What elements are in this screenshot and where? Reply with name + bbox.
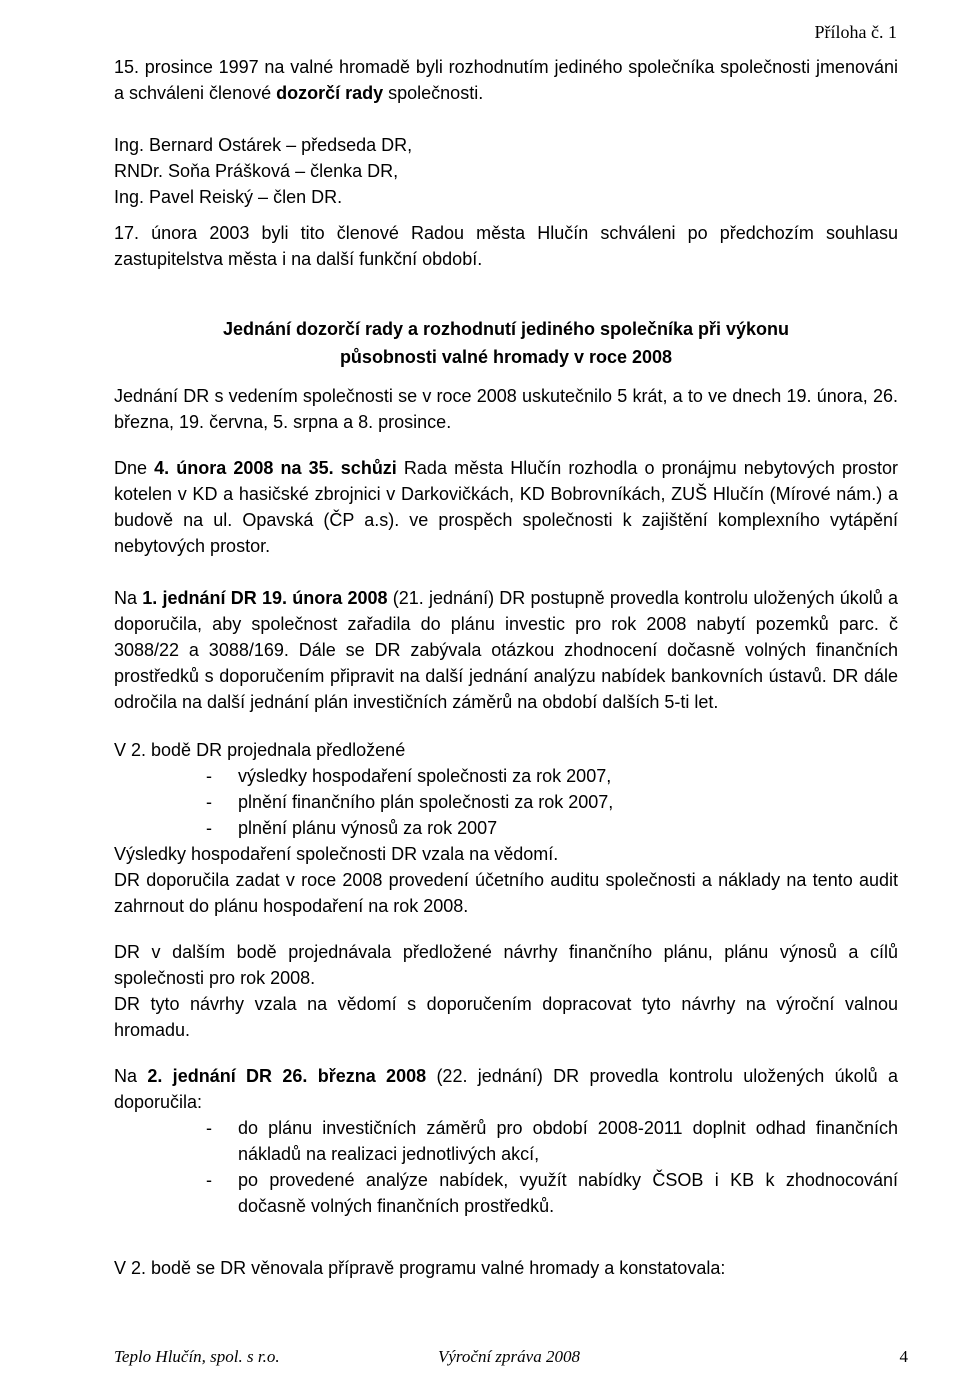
first-meeting-text-c: (21. jednání) DR postupně provedla kontrolu uložených úkolů a doporučila, aby společnost zařadila do plánu investic pro rok 2008 nabytí pozemků parc. č 3088/22 a 3088/169. Dále se DR zabývala otázkou zhodnocení dočasně volných finančních prostředků s doporučením připravit na další jednání analýzu nabídek bankovních ústavů. DR dále odročila na další jednání plán investičních záměrů na období dalších 5-ti let. <box>114 588 898 712</box>
point2-list <box>114 763 898 841</box>
appointment-text-a: 15. prosince 1997 na valné hromadě byli rozhodnutím jediného společníka společnosti jmenováni a schváleni členové <box>114 57 898 103</box>
first-meeting-text-a: Na <box>114 588 143 608</box>
second-meeting-text-a: Na <box>114 1066 148 1086</box>
proposals-paragraph: DR tyto návrhy vzala na vědomí s doporučením dopracovat tyto návrhy na výroční valnou hromadu. <box>114 994 898 1040</box>
footer-company: Teplo Hlučín, spol. s r.o. <box>114 1347 280 1366</box>
second-list <box>114 1115 898 1219</box>
section-heading-line2: působnosti valné hromady v roce 2008 <box>339 347 673 367</box>
annex-label: Příloha č. 1 <box>814 22 897 42</box>
council-text-c: Rada města Hlučín rozhodla o pronájmu nebytových prostor kotelen v KD a hasičské zbrojnici v Darkovičkách, KD Bobrovníkách, ZUŠ Hlučín (Mírové nám.) a budově na ul. Opavská (ČP a.s). ve prospěch společnosti k zajištění komplexního vytápění nebytových prostor. <box>114 458 898 556</box>
council-paragraph <box>114 455 898 559</box>
first-meeting-paragraph <box>114 585 898 715</box>
second-meeting-paragraph <box>114 1063 898 1115</box>
results-paragraph: Výsledky hospodaření společnosti DR vzala na vědomí. <box>114 844 559 864</box>
second-meeting-text-bold: 2. jednání DR 26. března 2008 <box>147 1066 427 1086</box>
member-item: Ing. Bernard Ostárek – předseda DR, <box>114 135 413 155</box>
section-heading <box>114 315 898 371</box>
member-item: RNDr. Soňa Prášková – členka DR, <box>114 161 399 181</box>
footer-page-number: 4 <box>899 1347 908 1366</box>
approval-paragraph: 17. února 2003 byli tito členové Radou města Hlučín schváleni po předchozím souhlasu zastupitelstva města i na další funkční období. <box>114 223 898 269</box>
next-point-paragraph: DR v dalším bodě projednávala předložené návrhy finančního plánu, plánu výnosů a cílů společnosti pro rok 2008. <box>114 942 898 988</box>
section-heading-line1: Jednání dozorčí rady a rozhodnutí jediného společníka při výkonu <box>222 319 790 339</box>
list-item: - po provedené analýze nabídek, využít nabídky ČSOB i KB k zhodnocování dočasně volných finančních prostředků. <box>206 1170 898 1216</box>
council-text-a: Dne <box>114 458 155 478</box>
list-item: - výsledky hospodaření společnosti za rok 2007, <box>206 766 612 786</box>
first-meeting-text-bold: 1. jednání DR 19. února 2008 <box>142 588 388 608</box>
council-text-bold: 4. února 2008 na 35. schůzi <box>154 458 397 478</box>
intro-section <box>114 54 898 272</box>
audit-paragraph: DR doporučila zadat v roce 2008 provedení účetního auditu společnosti a náklady na tento audit zahrnout do plánu hospodaření na rok 2008. <box>114 870 898 916</box>
second-meeting-text-c: (22. jednání) DR provedla kontrolu uložených úkolů a doporučila: <box>114 1066 899 1112</box>
closing-paragraph: V 2. bodě se DR věnovala přípravě programu valné hromady a konstatovala: <box>114 1258 726 1278</box>
list-item: - plnění plánu výnosů za rok 2007 <box>206 818 498 838</box>
point2-intro: V 2. bodě DR projednala předložené <box>114 740 406 760</box>
main-body <box>114 383 898 1281</box>
meetings-paragraph: Jednání DR s vedením společnosti se v roce 2008 uskutečnilo 5 krát, a to ve dnech 19. února, 26. března, 19. června, 5. srpna a 8. prosince. <box>114 386 898 432</box>
appointment-text-bold: dozorčí rady <box>276 83 384 103</box>
footer-report: Výroční zpráva 2008 <box>438 1347 580 1366</box>
appointment-text-c: společnosti. <box>383 83 484 103</box>
appointment-paragraph <box>114 54 898 106</box>
list-item: - plnění finančního plán společnosti za rok 2007, <box>206 792 614 812</box>
list-item: - do plánu investičních záměrů pro období 2008-2011 doplnit odhad finančních nákladů na realizaci jednotlivých akcí, <box>206 1118 898 1164</box>
member-item: Ing. Pavel Reiský – člen DR. <box>114 187 343 207</box>
